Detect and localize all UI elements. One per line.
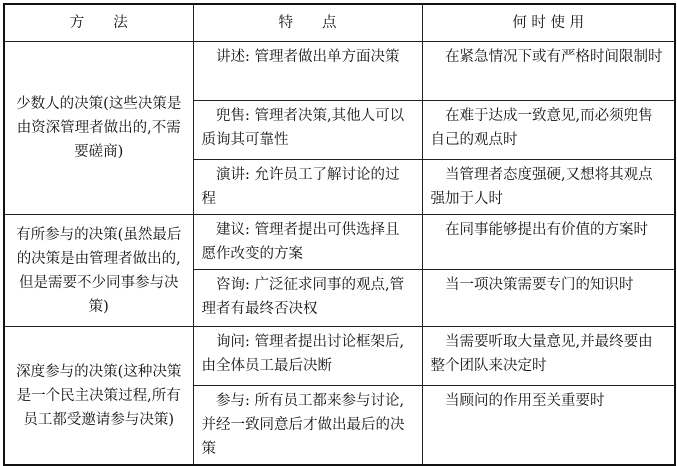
method-cell: 深度参与的决策(这种决策是一个民主决策过程,所有员工都受邀请参与决策) [4, 327, 193, 466]
feature-cell: 演讲: 允许员工了解讨论的过程 [193, 160, 422, 215]
when-cell: 在难于达成一致意见,而必须兜售自己的观点时 [422, 101, 675, 160]
when-cell: 在同事能够提出有价值的方案时 [422, 215, 675, 270]
decision-methods-table [3, 3, 676, 466]
feature-cell: 参与: 所有员工都来参与讨论,并经一致同意后才做出最后的决策 [193, 386, 422, 466]
when-cell: 在紧急情况下或有严格时间限制时 [422, 42, 675, 101]
when-cell: 当管理者态度强硬,又想将其观点强加于人时 [422, 160, 675, 215]
when-cell: 当顾问的作用至关重要时 [422, 386, 675, 466]
table-row [4, 42, 675, 101]
header-method: 方 法 [4, 4, 193, 42]
table-row [4, 327, 675, 386]
feature-cell: 讲述: 管理者做出单方面决策 [193, 42, 422, 101]
feature-cell: 询问: 管理者提出讨论框架后,由全体员工最后决断 [193, 327, 422, 386]
when-cell: 当需要听取大量意见,并最终要由整个团队来决定时 [422, 327, 675, 386]
method-cell: 少数人的决策(这些决策是由资深管理者做出的,不需要磋商) [4, 42, 193, 215]
header-when: 何 时 使 用 [422, 4, 675, 42]
decision-methods-table-container [3, 3, 676, 466]
header-feature: 特 点 [193, 4, 422, 42]
table-row [4, 215, 675, 270]
header-row [4, 4, 675, 42]
method-cell: 有所参与的决策(虽然最后的决策是由管理者做出的,但是需要不少同事参与决策) [4, 215, 193, 327]
feature-cell: 建议: 管理者提出可供选择且愿作改变的方案 [193, 215, 422, 270]
feature-cell: 咨询: 广泛征求同事的观点,管理者有最终否决权 [193, 270, 422, 327]
feature-cell: 兜售: 管理者决策,其他人可以质询其可靠性 [193, 101, 422, 160]
when-cell: 当一项决策需要专门的知识时 [422, 270, 675, 327]
